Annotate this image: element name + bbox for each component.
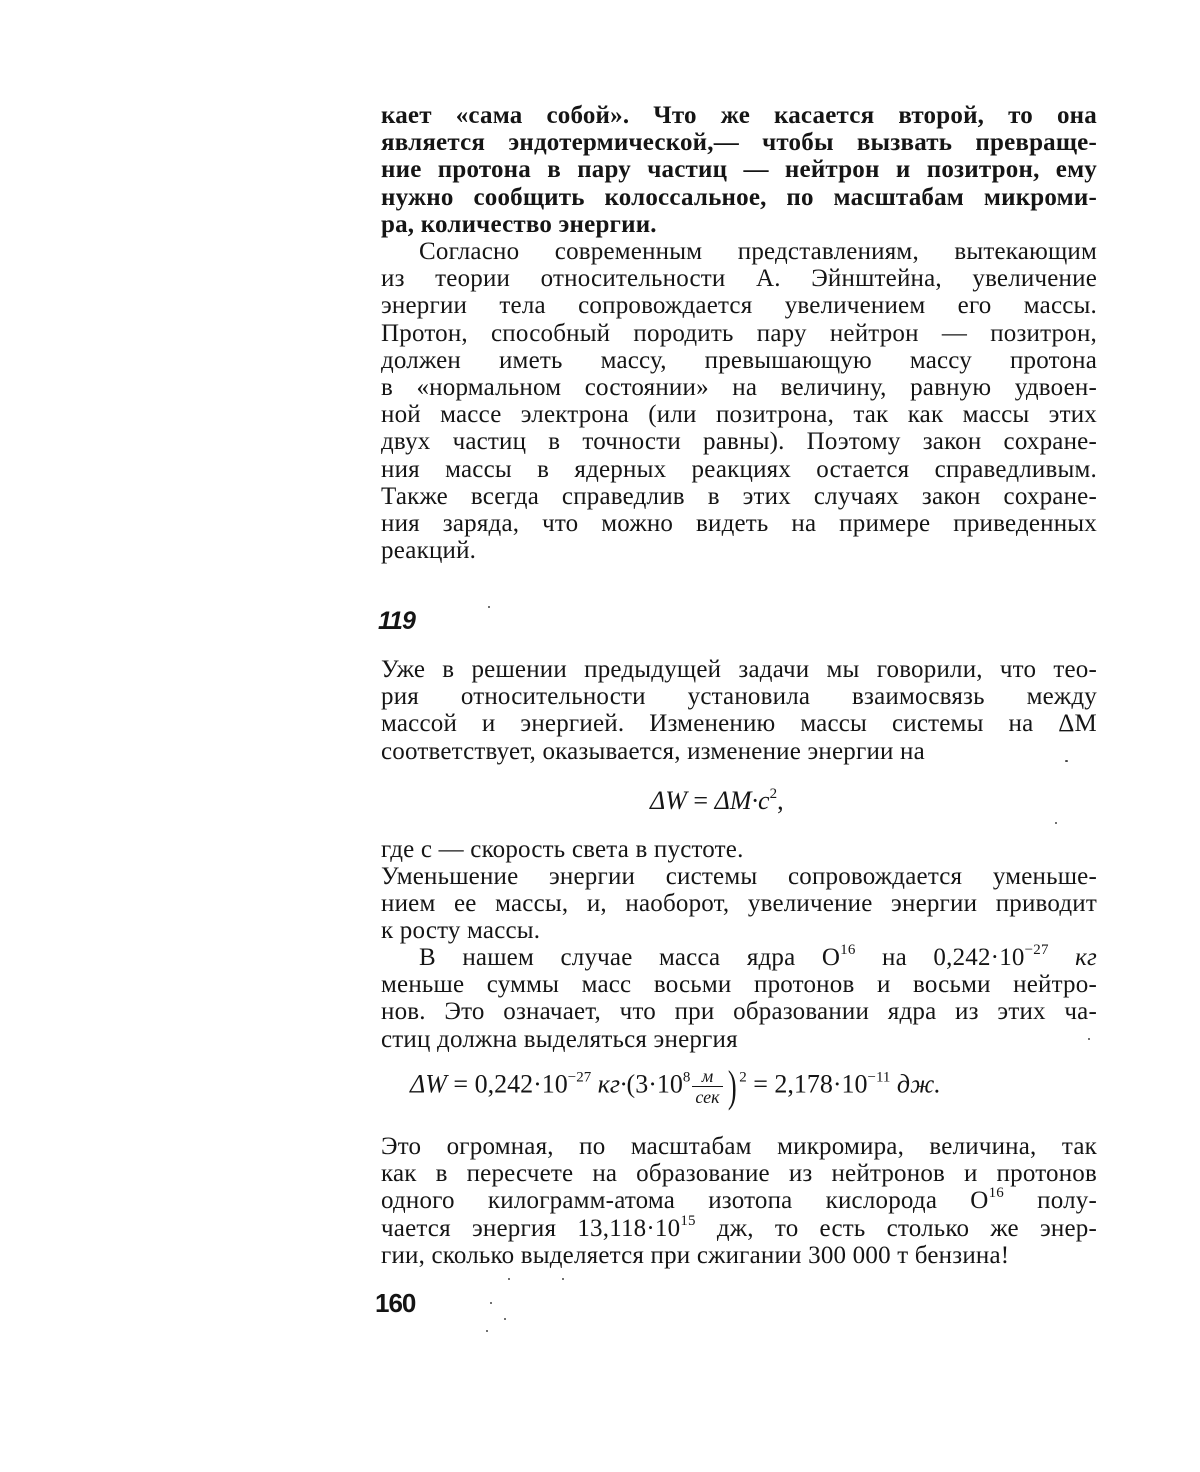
text-line — [381, 1212, 1097, 1242]
closing-parenthesis: ) — [727, 1061, 737, 1111]
formula-fraction — [692, 1066, 722, 1107]
formula-part: (3·10 — [626, 1069, 683, 1099]
text-line — [381, 944, 1097, 971]
scan-speck — [486, 1330, 488, 1332]
text-line: нужно сообщить колоссальное, по масштабам микроми- — [381, 183, 1097, 211]
text-line: должен иметь массу, превышающую массу протона — [381, 346, 1097, 374]
paragraph-relativity — [381, 238, 1097, 564]
formula-exponent: 2 — [769, 786, 778, 802]
paragraph-energy-decrease — [381, 863, 1097, 945]
problem-number: 119 — [378, 607, 415, 635]
paragraph-mass-energy — [381, 656, 1097, 765]
text-line — [381, 1187, 1097, 1214]
isotope-superscript: 16 — [988, 1185, 1004, 1202]
formula-part: = 2,178·10 — [746, 1069, 868, 1099]
paragraph-continuation — [381, 102, 1097, 238]
scan-speck — [1065, 760, 1068, 762]
text-line: двух частиц в точности равны). Поэтому закон сохране- — [381, 428, 1097, 456]
formula-tail: , — [777, 786, 784, 815]
paragraph-conclusion — [381, 1133, 1097, 1269]
text-line: Протон, способный породить пару нейтрон — позитрон, — [381, 319, 1097, 347]
text-line: как в пересчете на образование из нейтронов и протонов — [381, 1160, 1097, 1188]
formula-equals: = — [686, 786, 715, 815]
text-line: нием ее массы, и, наоборот, увеличение энергии приводит — [381, 890, 1097, 918]
formula-exponent: 8 — [682, 1069, 691, 1086]
paragraph — [381, 238, 1097, 564]
text-line: ной массе электрона (или позитрона, так как массы этих — [381, 401, 1097, 429]
text-line: Согласно современным представлениям, вытекающим — [419, 238, 1097, 265]
text-line: кает «сама собой». Что же касается второй, то она — [381, 102, 1097, 129]
paragraph — [381, 836, 1097, 863]
paragraph-speed-of-light — [381, 836, 1097, 863]
text-line: Уже в решении предыдущей задачи мы говорили, что тео- — [381, 656, 1097, 683]
isotope-superscript: 16 — [840, 942, 856, 958]
paragraph-oxygen-nucleus — [381, 944, 1097, 1053]
text-fragment: В нашем случае масса ядра O — [419, 944, 841, 971]
formula-lhs: ΔW — [650, 786, 687, 815]
formula-unit: кг· — [591, 1069, 627, 1099]
page-number: 160 — [375, 1288, 416, 1318]
text-line: массой и энергией. Изменению массы системы на ΔM — [381, 710, 1097, 738]
formula-unit: дж. — [890, 1069, 941, 1099]
text-fragment: дж, то есть столько же энер- — [695, 1214, 1097, 1242]
formula-rhs: ΔM·c — [714, 786, 770, 815]
scan-speck — [504, 1318, 506, 1320]
text-line: стиц должна выделяться энергия — [381, 1025, 738, 1053]
text-line: ния массы в ядерных реакциях остается справедливым. — [381, 455, 1097, 483]
formula-exponent: −11 — [867, 1069, 891, 1086]
exponent-superscript: −27 — [1024, 942, 1049, 958]
formula-exponent: −27 — [567, 1069, 592, 1086]
text-line: Также всегда справедлив в этих случаях закон сохране- — [381, 482, 1097, 510]
exponent-superscript: 15 — [680, 1212, 696, 1229]
formula-mass-energy — [650, 786, 784, 816]
text-line: в «нормальном состоянии» на величину, равную удвоен- — [381, 374, 1097, 402]
text-line: Уменьшение энергии системы сопровождается уменьше- — [381, 863, 1097, 890]
scan-speck — [1055, 822, 1057, 824]
paragraph — [381, 656, 1097, 765]
scan-speck — [562, 1278, 564, 1280]
paragraph — [381, 102, 1097, 238]
paragraph — [381, 1133, 1097, 1269]
unit-text: кг — [1048, 944, 1097, 971]
text-line: Это огромная, по масштабам микромира, величина, так — [381, 1133, 1097, 1160]
formula-part: = 0,242·10 — [446, 1069, 568, 1099]
text-line: реакций. — [381, 537, 477, 565]
text-line: является эндотермической,— чтобы вызвать превраще- — [381, 129, 1097, 157]
text-fragment: полу- — [1003, 1187, 1097, 1215]
paragraph — [381, 944, 1097, 1053]
text-fragment: чается энергия 13,118·10 — [381, 1214, 681, 1242]
text-line: ра, количество энергии. — [381, 210, 657, 238]
text-line: меньше суммы масс восьми протонов и восьми нейтро- — [381, 971, 1097, 999]
formula-lhs: ΔW — [410, 1069, 447, 1099]
text-line: из теории относительности А. Эйнштейна, увеличение — [381, 265, 1097, 293]
paragraph — [381, 863, 1097, 945]
text-line: соответствует, оказывается, изменение энергии на — [381, 737, 925, 765]
text-line: рия относительности установила взаимосвязь между — [381, 683, 1097, 711]
text-fragment: на 0,242·10 — [855, 944, 1025, 971]
formula-exponent: 2 — [739, 1069, 747, 1086]
text-fragment: одного килограмм-атома изотопа кислорода O — [381, 1187, 989, 1215]
text-line: где c — скорость света в пустоте. — [381, 836, 744, 863]
fraction-numerator: м — [692, 1066, 722, 1087]
scan-speck — [490, 1302, 492, 1304]
text-line: гии, сколько выделяется при сжигании 300 000 т бензина! — [381, 1241, 1010, 1269]
text-line: нов. Это означает, что при образовании ядра из этих ча- — [381, 998, 1097, 1026]
text-line: энергии тела сопровождается увеличением его массы. — [381, 292, 1097, 320]
fraction-denominator: сек — [695, 1087, 720, 1107]
scan-speck — [508, 1278, 510, 1280]
scan-speck — [488, 606, 490, 608]
scan-speck — [1088, 1038, 1090, 1040]
text-line: ние протона в пару частиц — нейтрон и позитрон, ему — [381, 156, 1097, 184]
text-line: ния заряда, что можно видеть на примере приведенных — [381, 510, 1097, 538]
formula-binding-energy — [410, 1061, 941, 1111]
text-line: к росту массы. — [381, 917, 541, 945]
